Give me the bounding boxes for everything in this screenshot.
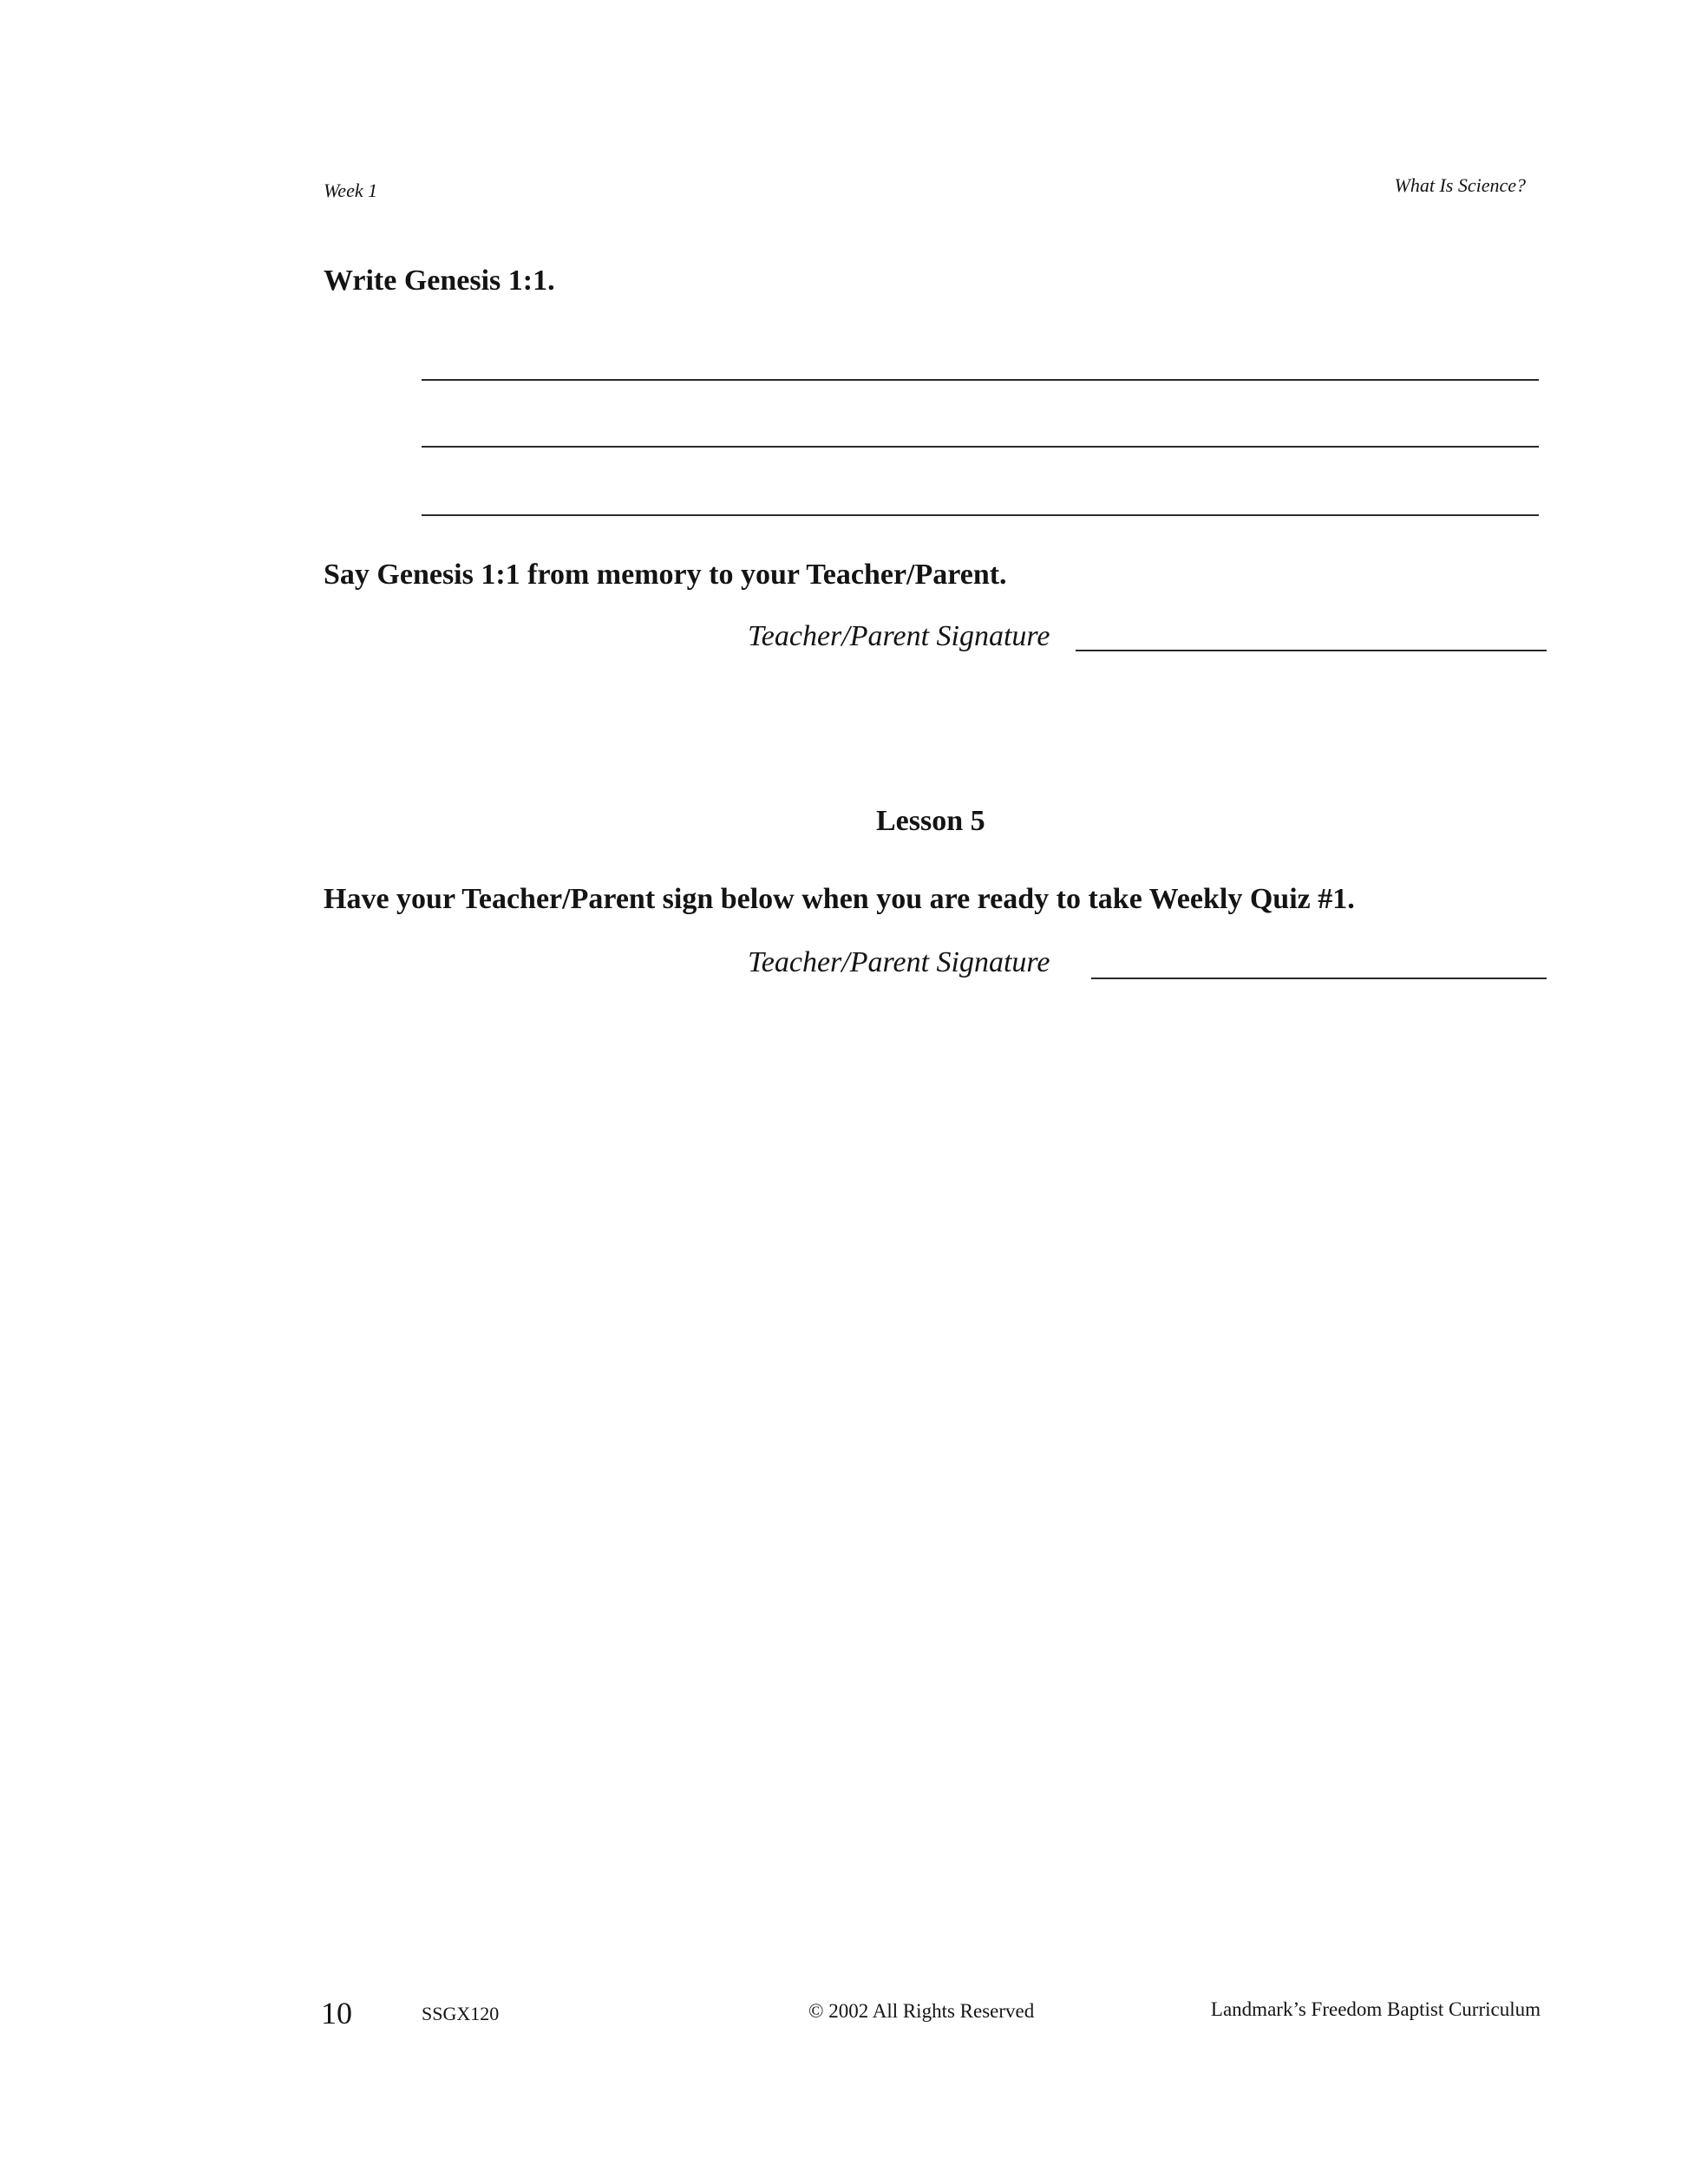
writing-line-3[interactable] bbox=[422, 514, 1539, 516]
course-code: SSGX120 bbox=[422, 2003, 500, 2024]
signature-label-1: Teacher/Parent Signature bbox=[748, 620, 1050, 652]
header-week: Week 1 bbox=[324, 180, 378, 201]
signature-line-2[interactable] bbox=[1091, 978, 1547, 979]
writing-line-1[interactable] bbox=[422, 379, 1539, 381]
header-unit-title: What Is Science? bbox=[1394, 174, 1526, 196]
write-verse-instruction: Write Genesis 1:1. bbox=[324, 265, 555, 297]
copyright-notice: © 2002 All Rights Reserved bbox=[808, 2000, 1035, 2022]
quiz-instruction: Have your Teacher/Parent sign below when you are ready to take Weekly Quiz #1. bbox=[324, 883, 1355, 915]
memory-verse-instruction: Say Genesis 1:1 from memory to your Teacher/Parent. bbox=[324, 559, 1007, 591]
signature-line-1[interactable] bbox=[1076, 650, 1547, 651]
signature-label-2: Teacher/Parent Signature bbox=[748, 946, 1050, 978]
publisher-name: Landmark’s Freedom Baptist Curriculum bbox=[1210, 1998, 1541, 2020]
lesson-heading: Lesson 5 bbox=[876, 805, 985, 837]
page-number: 10 bbox=[321, 1996, 352, 2030]
writing-line-2[interactable] bbox=[422, 446, 1539, 448]
